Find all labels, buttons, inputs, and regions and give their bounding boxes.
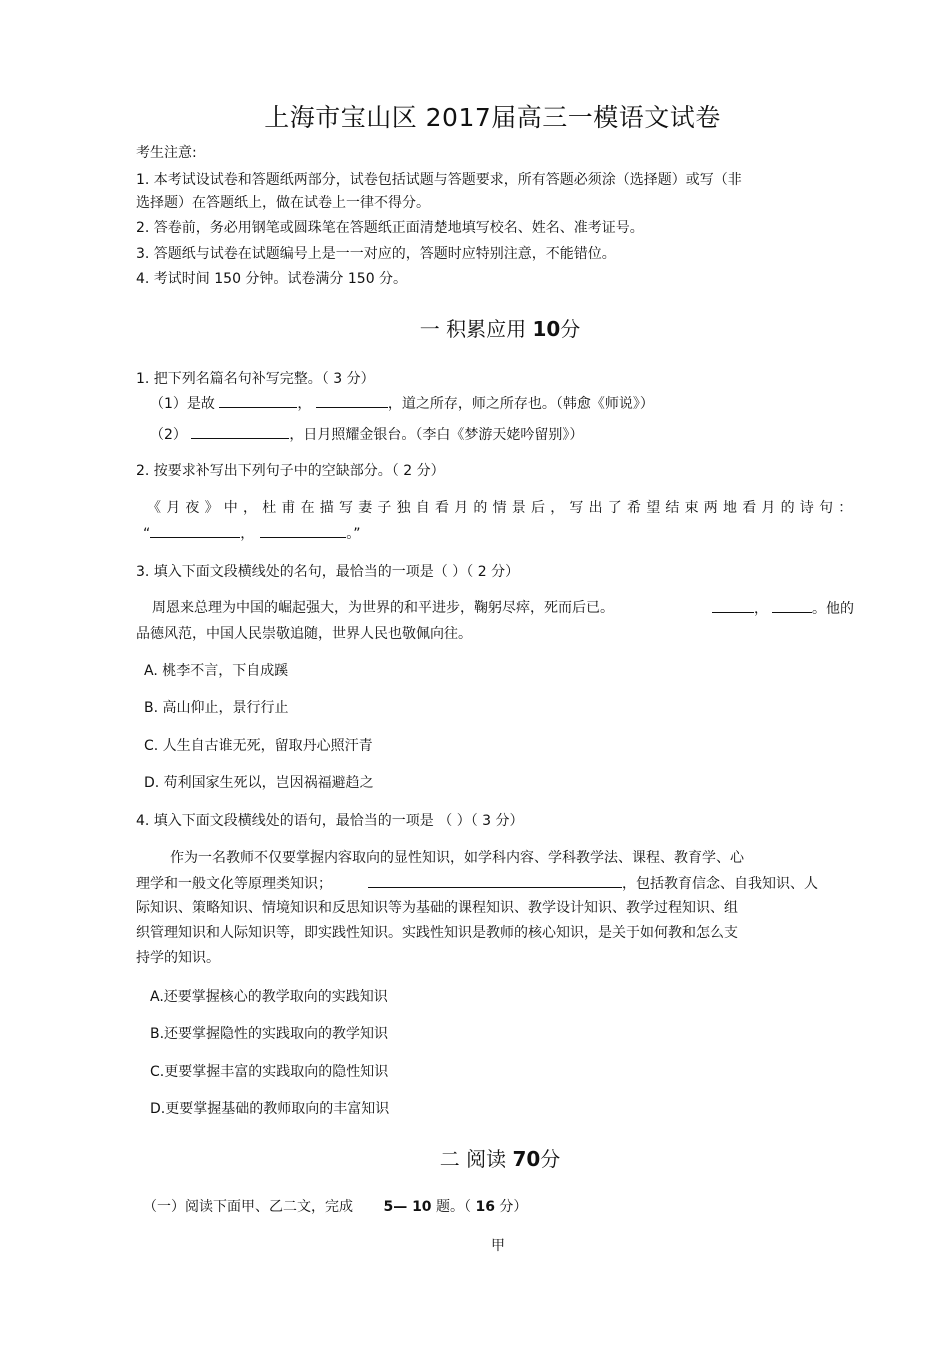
- q3-passage-tail: 。他的: [812, 601, 854, 617]
- q3-option-d[interactable]: D. 苟利国家生死以，岂因祸福避趋之: [144, 775, 374, 791]
- q2-blank-1[interactable]: [150, 523, 240, 538]
- q4-p2-post: ，包括教育信念、自我知识、人: [622, 876, 818, 892]
- q4-option-d[interactable]: D.更要掌握基础的教师取向的丰富知识: [150, 1101, 390, 1117]
- q2-line-2: [143, 523, 361, 544]
- q2-line-1: 《月夜》中，杜甫在描写妻子独自看月的情景后，写出了希望结束两地看月的诗句：: [147, 500, 858, 516]
- q4-passage-line-3: 际知识、策略知识、情境知识和反思知识等为基础的课程知识、教学设计知识、教学过程知识、组: [136, 900, 738, 916]
- q3-blank-1[interactable]: [712, 598, 754, 613]
- reading-intro-post: 分）: [499, 1199, 528, 1215]
- q4-p2-pre: 理学和一般文化等原理类知识；: [136, 876, 332, 892]
- q2-sep: ，: [240, 526, 255, 542]
- q4-passage-line-4: 织管理知识和人际知识等，即实践性知识。实践性知识是教师的核心知识，是关于如何教和怎么支: [136, 925, 738, 941]
- reading-intro: [143, 1197, 527, 1217]
- q4-option-b[interactable]: B.还要掌握隐性的实践取向的教学知识: [150, 1026, 389, 1042]
- reading-text-jia-label: 甲: [491, 1238, 505, 1254]
- q1-sentence-1: [150, 393, 654, 414]
- q3-option-a[interactable]: A. 桃李不言，下自成蹊: [144, 663, 289, 679]
- q1-blank-1[interactable]: [219, 393, 297, 408]
- section-1-label: 一 积累应用: [419, 317, 527, 341]
- notice-heading: 考生注意:: [136, 145, 197, 161]
- reading-intro-mid: 题。（: [436, 1199, 472, 1215]
- q1-s1-pre: （1）是故: [150, 396, 215, 412]
- q1-blank-2[interactable]: [316, 393, 388, 408]
- reading-points: 16: [475, 1199, 495, 1215]
- q4-option-c[interactable]: C.更要掌握丰富的实践取向的隐性知识: [150, 1064, 389, 1080]
- section-2-score: 70: [512, 1147, 541, 1171]
- notice-item-1-line-1: 1. 本考试设试卷和答题纸两部分，试卷包括试题与答题要求，所有答题必须涂（选择题）或写（非: [136, 172, 742, 188]
- q3-option-c[interactable]: C. 人生自古谁无死，留取丹心照汗青: [144, 738, 373, 754]
- section-1-score: 10: [532, 317, 561, 341]
- q3-passage-sep: ，: [754, 601, 768, 617]
- q1-s1-post: ，道之所存，师之所存也。（韩愈《师说》）: [387, 396, 654, 412]
- exam-title: 上海市宝山区 2017届高三一模语文试卷: [264, 103, 721, 132]
- notice-item-3: 3. 答题纸与试卷在试题编号上是一一对应的，答题时应特别注意，不能错位。: [136, 246, 616, 262]
- q1-s2-pre: （2）: [150, 427, 187, 443]
- section-1-heading: [0, 315, 950, 343]
- q1-s1-sep: ，: [297, 396, 312, 412]
- q3-passage-line-2: 品德风范，中国人民崇敬追随，世界人民也敬佩向往。: [136, 626, 472, 642]
- q2-open-quote: “: [143, 526, 151, 542]
- q2-close: 。”: [346, 526, 361, 542]
- q1-stem: 1. 把下列名篇名句补写完整。（ 3 分）: [136, 371, 375, 387]
- q4-blank[interactable]: [368, 873, 622, 888]
- q3-passage-blanks: [712, 598, 854, 619]
- section-2-unit: 分: [540, 1147, 561, 1171]
- reading-intro-pre: （一）阅读下面甲、乙二文，完成: [143, 1199, 353, 1215]
- q3-passage-line-1: 周恩来总理为中国的崛起强大，为世界的和平进步，鞠躬尽瘁，死而后已。: [152, 600, 614, 616]
- q4-option-a[interactable]: A.还要掌握核心的教学取向的实践知识: [150, 989, 388, 1005]
- q1-sentence-2: [150, 424, 583, 445]
- notice-item-1-line-2: 选择题）在答题纸上，做在试卷上一律不得分。: [136, 195, 430, 211]
- q2-stem: 2. 按要求补写出下列句子中的空缺部分。（ 2 分）: [136, 463, 445, 479]
- q3-option-b[interactable]: B. 高山仰止，景行行止: [144, 700, 289, 716]
- q1-s2-post: ，日月照耀金银台。（李白《梦游天姥吟留别》）: [289, 427, 584, 443]
- reading-question-range: 5— 10: [383, 1199, 432, 1215]
- q3-blank-2[interactable]: [772, 598, 812, 613]
- q4-passage-line-1: 作为一名教师不仅要掌握内容取向的显性知识，如学科内容、学科教学法、课程、教育学、心: [170, 850, 744, 866]
- q4-passage-line-2: [136, 873, 818, 894]
- notice-item-2: 2. 答卷前，务必用钢笔或圆珠笔在答题纸正面清楚地填写校名、姓名、准考证号。: [136, 220, 644, 236]
- section-2-label: 二 阅读: [439, 1147, 507, 1171]
- q4-passage-line-5: 持学的知识。: [136, 950, 220, 966]
- q1-blank-3[interactable]: [191, 424, 289, 439]
- q2-blank-2[interactable]: [260, 523, 346, 538]
- q3-stem: 3. 填入下面文段横线处的名句，最恰当的一项是（ ）（ 2 分）: [136, 564, 520, 580]
- section-2-heading: [0, 1145, 950, 1173]
- q4-stem: 4. 填入下面文段横线处的语句，最恰当的一项是 （ ）（ 3 分）: [136, 813, 524, 829]
- notice-item-4: 4. 考试时间 150 分钟。试卷满分 150 分。: [136, 271, 408, 287]
- section-1-unit: 分: [560, 317, 581, 341]
